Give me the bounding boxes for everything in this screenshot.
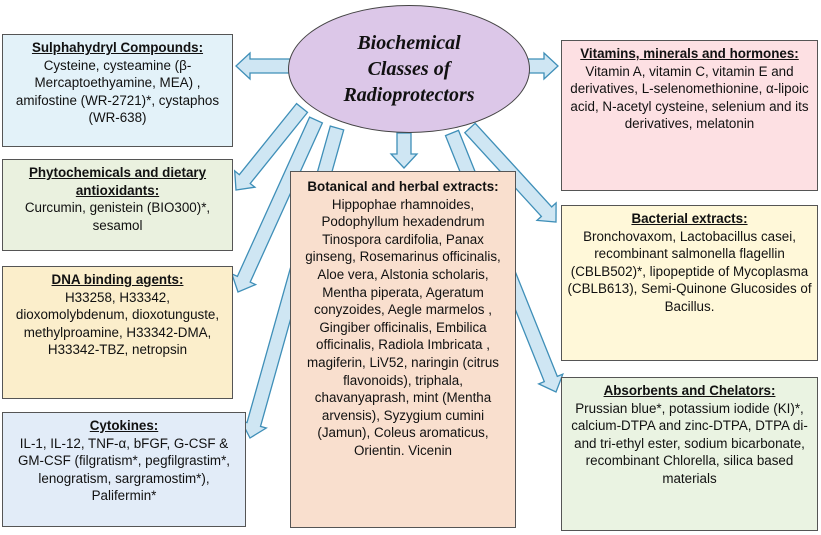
bacterial-extracts-box [561, 205, 818, 361]
phytochemicals-heading: Phytochemicals and dietary antioxidants: [28, 165, 207, 198]
bacterial-heading: Bacterial extracts: [631, 211, 748, 226]
phytochemicals-text: Curcumin, genistein (BIO300)*, sesamol [24, 200, 211, 233]
central-ellipse [288, 5, 530, 133]
sulphahydryl-heading: Sulphahydryl Compounds: [31, 40, 204, 55]
cytokines-text: IL-1, IL-12, TNF-α, bFGF, G-CSF & GM-CSF (filgratism*, pegfilgrastim*, lenogratism, sargramostim*), Palifermin* [17, 435, 231, 504]
botanical-heading: Botanical and herbal extracts: [307, 179, 499, 194]
dna-binding-agents-box [2, 266, 233, 399]
dna-binding-heading: DNA binding agents: [51, 272, 184, 287]
bacterial-text: Bronchovaxom, Lactobacillus casei, recombinant salmonella flagellin (CBLB502)*, lipopeptide of Mycoplasma (CBLB613), Semi-Quinone Glucosides of Bacillus. [567, 228, 812, 314]
cytokines-box [2, 412, 246, 527]
absorbents-text: Prussian blue*, potassium iodide (KI)*, calcium-DTPA and zinc-DTPA, DTPA di- and tri-ethyl ester, sodium bicarbonate, recombinant Chlorella, silica based materials [571, 400, 808, 486]
sulphahydryl-text: Cysteine, cysteamine (β-Mercaptoethyamine, MEA) , amifostine (WR-2721)*, cystaphos (WR-638) [15, 57, 220, 126]
arrow-to-botanical [391, 133, 417, 168]
vitamins-minerals-hormones-box [561, 40, 818, 191]
phytochemicals-box [2, 159, 233, 251]
central-title: Biochemical Classes of Radioprotectors [343, 32, 475, 106]
cytokines-heading: Cytokines: [89, 418, 159, 433]
vitamins-text: Vitamin A, vitamin C, vitamin E and derivatives, L-selenomethionine, α-lipoic acid, N-acetyl cysteine, selenium and its derivatives, melatonin [570, 63, 809, 132]
vitamins-heading: Vitamins, minerals and hormones: [580, 46, 799, 61]
absorbents-chelators-box [561, 377, 818, 531]
absorbents-heading: Absorbents and Chelators: [603, 383, 776, 398]
dna-binding-text: H33258, H33342, dioxomolybdenum, dioxotunguste, methylproamine, H33342-DMA, H33342-TBZ, netropsin [15, 289, 220, 358]
sulphahydryl-compounds-box [2, 34, 233, 147]
block-arrow-shape [391, 133, 417, 168]
botanical-text: Hippophae rhamnoides, Podophyllum hexadendrum Tinospora cardifolia, Panax ginseng, Rosemarinus officinalis, Aloe vera, Alstonia scholaris, Mentha piperata, Ageratum conyzoides, Aegle marmelos , Gingiber officinalis, Embilica officinalis, Radiola Imbricata , magiferin, LiV52, naringin (citrus flavonoids), triphala, chavanyaprash, mint (Mentha arvensis), Syzygium cumini (Jamun), Coleus aromaticus, Orientin. Vicenin [305, 196, 501, 458]
botanical-extracts-box [290, 171, 516, 528]
